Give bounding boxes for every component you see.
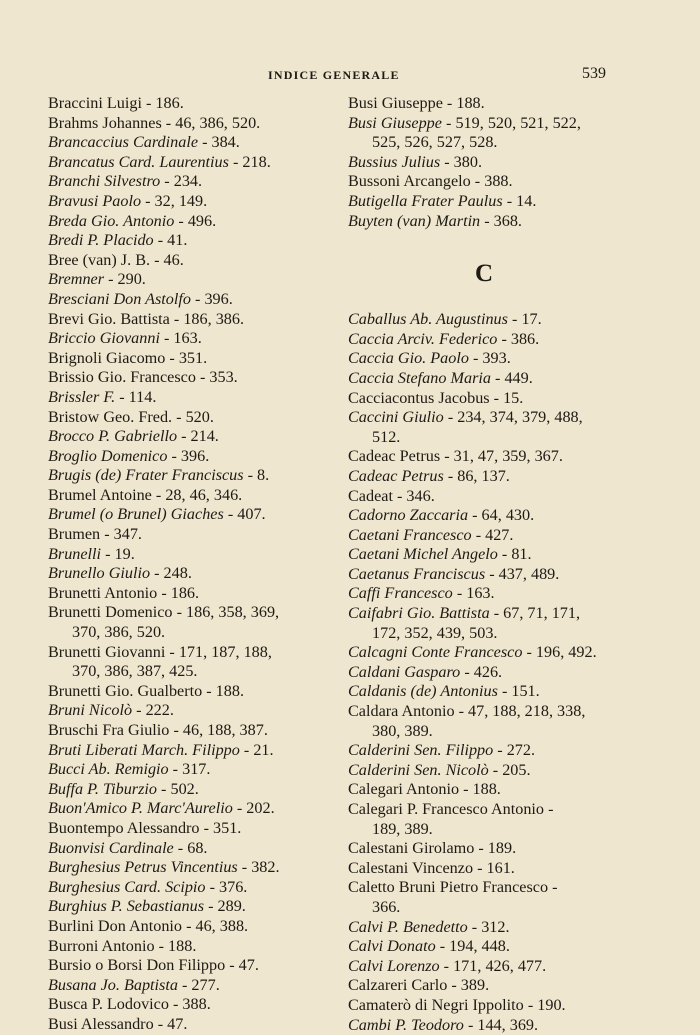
entry-name: Brugis (de) Frater Franciscus	[48, 466, 244, 485]
index-entry	[48, 780, 332, 800]
entry-pages: - 47.	[153, 1014, 188, 1033]
entry-name: Caletto Bruni Pietro Francesco	[348, 878, 549, 897]
entry-pages: - 190.	[523, 995, 566, 1014]
entry-pages: - 188.	[154, 936, 197, 955]
index-entry	[348, 506, 620, 526]
entry-name: Burghesius Petrus Vincentius	[48, 858, 238, 877]
entry-pages-continued: 189, 389.	[372, 819, 433, 838]
entry-pages: - 163.	[452, 584, 495, 603]
entry-name: Bree (van) J. B.	[48, 250, 151, 269]
entry-name: Brunetti Giovanni	[48, 642, 166, 661]
entry-name: Brancatus Card. Laurentius	[48, 152, 229, 171]
entry-name: Busca P. Lodovico	[48, 995, 169, 1014]
entry-pages: - 14.	[502, 191, 537, 210]
entry-name: Briccio Giovanni	[48, 329, 160, 348]
index-entry	[348, 761, 620, 781]
index-entry	[48, 643, 332, 663]
index-entry	[48, 290, 332, 310]
entry-pages: - 449.	[490, 368, 533, 387]
entry-name: Caetani Francesco	[348, 525, 472, 544]
index-entry	[48, 976, 332, 996]
entry-pages: - 205.	[488, 760, 531, 779]
index-entry	[48, 133, 332, 153]
entry-name: Bresciani Don Astolfo	[48, 289, 191, 308]
index-entry	[348, 780, 620, 800]
entry-name: Calcagni Conte Francesco	[348, 643, 523, 662]
section-letter: C	[474, 260, 494, 288]
entry-pages: - 171, 187, 188,	[165, 642, 272, 661]
entry-name: Brunetti Antonio	[48, 583, 158, 602]
index-entry	[48, 564, 332, 584]
entry-pages: - 248.	[150, 564, 192, 583]
entry-pages: -	[544, 800, 554, 818]
entry-pages: - 47, 188, 218, 338,	[454, 702, 586, 721]
entry-pages: - 188.	[459, 780, 501, 799]
index-entry	[48, 94, 332, 114]
entry-name: Caldanis (de) Antonius	[348, 682, 498, 701]
entry-name: Camaterò di Negri Ippolito	[348, 995, 524, 1014]
index-entry	[48, 525, 332, 545]
entry-pages: - 520.	[172, 407, 214, 426]
index-entry	[48, 937, 332, 957]
entry-name: Cacciacontus Jacobus	[348, 388, 490, 407]
entry-name: Calegari Antonio	[348, 780, 460, 799]
entry-pages: - 67, 71, 171,	[489, 604, 581, 623]
entry-pages: - 81.	[497, 545, 532, 564]
entry-name: Caffi Francesco	[348, 584, 453, 603]
entry-pages: - 28, 46, 346.	[151, 485, 243, 504]
index-entry	[348, 192, 620, 212]
index-entry	[48, 505, 332, 525]
entry-pages-continued: 380, 389.	[372, 721, 433, 740]
entry-name: Calvi P. Benedetto	[348, 917, 468, 936]
index-entry	[348, 859, 620, 879]
entry-pages: - 389.	[447, 976, 490, 995]
entry-pages: - 289.	[204, 897, 246, 916]
entry-name: Buon'Amico P. Marc'Aurelio	[48, 799, 233, 818]
entry-name: Calegari P. Francesco Antonio	[348, 800, 545, 818]
entry-pages: - 218.	[228, 152, 271, 171]
index-entry	[48, 192, 332, 212]
entry-name: Brevi Gio. Battista	[48, 309, 170, 328]
entry-name: Brunelli	[48, 544, 102, 563]
index-entry	[48, 447, 332, 467]
entry-name: Brissio Gio. Francesco	[48, 368, 196, 387]
entry-pages: - 64, 430.	[468, 506, 535, 525]
entry-pages: - 188.	[202, 681, 245, 700]
index-entry	[348, 447, 620, 467]
entry-pages-continued: 525, 526, 527, 528.	[372, 133, 498, 152]
entry-pages-continued: 370, 386, 387, 425.	[72, 662, 198, 681]
index-entry	[48, 799, 332, 819]
index-entry	[348, 172, 620, 192]
entry-pages: - 21.	[239, 740, 274, 759]
index-entry	[348, 565, 620, 585]
entry-pages: - 86, 137.	[443, 466, 510, 485]
index-entries-c	[348, 310, 620, 1035]
entry-name: Busi Alessandro	[48, 1014, 154, 1033]
entry-name: Caldani Gasparo	[348, 662, 461, 681]
entry-pages: - 194, 448.	[435, 937, 510, 956]
index-entry	[48, 153, 332, 173]
index-entry	[48, 427, 332, 447]
entry-name: Bursio o Borsi Don Filippo	[48, 956, 226, 975]
index-entry	[348, 682, 620, 702]
index-entry	[348, 741, 620, 761]
page-header	[0, 64, 700, 86]
entry-pages: - 396.	[190, 289, 233, 308]
index-entry	[48, 349, 332, 369]
entry-name: Bussius Julius	[348, 152, 441, 171]
entry-name: Busana Jo. Baptista	[48, 975, 178, 994]
index-entry	[348, 153, 620, 173]
entry-name: Buonvisi Cardinale	[48, 838, 174, 857]
index-entry	[348, 937, 620, 957]
entry-name: Caifabri Gio. Battista	[348, 604, 490, 623]
entry-pages: - 171, 426, 477.	[439, 956, 547, 975]
entry-name: Burghesius Card. Scipio	[48, 877, 206, 896]
entry-pages-continued: 512.	[372, 427, 401, 446]
index-entry	[348, 467, 620, 487]
entry-pages: - 186.	[141, 94, 184, 112]
index-entry	[348, 408, 620, 428]
page-number: 539	[582, 65, 606, 82]
entry-pages: - 214.	[177, 427, 219, 446]
entry-name: Brahms Johannes	[48, 113, 162, 132]
entry-name: Buyten (van) Martin	[348, 211, 481, 230]
entry-pages-continued: 370, 386, 520.	[72, 623, 166, 642]
entry-pages: - 384.	[198, 133, 240, 152]
entry-pages: - 31, 47, 359, 367.	[440, 447, 563, 466]
entry-pages: - 386.	[497, 329, 540, 348]
entry-pages: - 186.	[157, 583, 200, 602]
index-entry	[348, 349, 620, 369]
entry-pages: - 186, 358, 369,	[172, 603, 280, 622]
entry-name: Cadeat	[348, 486, 393, 505]
entry-name: Cambi P. Teodoro	[348, 1015, 464, 1034]
entry-name: Calestani Vincenzo	[348, 858, 474, 877]
index-entry	[348, 114, 620, 134]
index-entry	[48, 584, 332, 604]
entry-pages-continued: 172, 352, 439, 503.	[372, 623, 498, 642]
entry-pages: - 8.	[243, 466, 270, 485]
entry-name: Brumel (o Brunel) Giaches	[48, 505, 224, 524]
entry-pages: - 163.	[159, 329, 202, 348]
entry-name: Buffa P. Tiburzio	[48, 779, 157, 798]
entry-pages: - 186, 386.	[169, 309, 245, 328]
entry-pages: - 222.	[132, 701, 174, 720]
entry-name: Brignoli Giacomo	[48, 348, 166, 367]
index-entry	[48, 212, 332, 232]
index-entry	[348, 702, 620, 722]
index-entry	[48, 721, 332, 741]
entry-pages: - 519, 520, 521, 522,	[441, 113, 581, 132]
index-entry	[48, 682, 332, 702]
index-entry	[348, 976, 620, 996]
entry-name: Cadeac Petrus	[348, 466, 444, 485]
entry-name: Caccia Arciv. Federico	[348, 329, 498, 348]
index-entry	[348, 526, 620, 546]
entry-pages: - 202.	[232, 799, 275, 818]
running-title: INDICE GENERALE	[268, 68, 400, 82]
entry-pages: - 388.	[470, 172, 513, 191]
index-entry	[348, 369, 620, 389]
entry-pages: - 376.	[205, 877, 248, 896]
entry-name: Bristow Geo. Fred.	[48, 407, 173, 426]
entry-name: Cadeac Petrus	[348, 447, 441, 466]
entry-pages: - 188.	[442, 94, 485, 112]
entry-pages: - 388.	[168, 995, 211, 1014]
index-entry	[48, 251, 332, 271]
index-entry	[48, 388, 332, 408]
entry-name: Brunello Giulio	[48, 564, 151, 583]
entry-name: Bruschi Fra Giulio	[48, 721, 170, 739]
index-entry	[48, 172, 332, 192]
index-entry	[48, 466, 332, 486]
entry-name: Calzareri Carlo	[348, 976, 448, 995]
index-entry	[48, 995, 332, 1015]
entry-pages: -	[548, 878, 558, 897]
entry-pages: - 407.	[223, 505, 266, 524]
entry-pages: - 234.	[160, 172, 203, 191]
entry-pages: - 114.	[115, 387, 157, 406]
index-entry	[48, 114, 332, 134]
index-entry	[48, 701, 332, 721]
index-entry	[48, 408, 332, 428]
entry-name: Busi Giuseppe	[348, 94, 443, 112]
entry-name: Bussoni Arcangelo	[348, 172, 471, 191]
entry-pages: - 351.	[165, 348, 208, 367]
index-entry	[48, 368, 332, 388]
entry-pages: - 312.	[467, 917, 510, 936]
index-entry	[348, 487, 620, 507]
entry-name: Calvi Lorenzo	[348, 956, 440, 975]
index-entry	[348, 663, 620, 683]
entry-name: Burghius P. Sebastianus	[48, 897, 205, 916]
entry-name: Brunetti Gio. Gualberto	[48, 681, 203, 700]
entry-name: Calderini Sen. Filippo	[348, 741, 494, 760]
entry-name: Bucci Ab. Remigio	[48, 760, 169, 779]
entry-name: Burroni Antonio	[48, 936, 155, 955]
entry-pages: - 46, 188, 387.	[169, 721, 268, 739]
index-entry	[48, 486, 332, 506]
entry-name: Caetani Michel Angelo	[348, 545, 498, 564]
entry-pages: - 347.	[100, 525, 142, 544]
entry-pages: - 426.	[460, 662, 503, 681]
entry-name: Brunetti Domenico	[48, 603, 173, 622]
index-entry	[348, 1016, 620, 1035]
entry-pages-continued: 366.	[372, 897, 401, 916]
entry-pages: - 47.	[225, 956, 259, 975]
index-entry	[48, 603, 332, 623]
entry-pages: - 41.	[153, 231, 188, 250]
entry-pages: - 46, 386, 520.	[161, 113, 261, 132]
index-entry	[48, 545, 332, 565]
entry-name: Brancaccius Cardinale	[48, 133, 199, 152]
entry-name: Calvi Donato	[348, 937, 436, 956]
index-entry	[48, 839, 332, 859]
index-entry	[348, 604, 620, 624]
entry-pages: - 382.	[237, 858, 280, 877]
index-entry	[348, 996, 620, 1016]
entry-name: Bruni Nicolò	[48, 701, 133, 720]
entry-pages: - 234, 374, 379, 488,	[443, 408, 583, 427]
entry-name: Bredi P. Placido	[48, 231, 154, 250]
index-entry	[48, 917, 332, 937]
entry-pages: - 272.	[493, 741, 536, 760]
entry-pages: - 368.	[480, 211, 522, 230]
entry-pages: - 351.	[199, 818, 242, 837]
entry-pages: - 496.	[174, 211, 217, 230]
entry-name: Buontempo Alessandro	[48, 818, 200, 837]
entry-pages: - 17.	[507, 310, 542, 329]
entry-pages: - 346.	[392, 486, 435, 505]
entry-name: Branchi Silvestro	[48, 172, 161, 191]
entry-pages: - 290.	[104, 270, 146, 289]
index-entries-b	[348, 94, 620, 231]
index-entry	[348, 839, 620, 859]
entry-name: Breda Gio. Antonio	[48, 211, 175, 230]
index-column-right	[348, 94, 620, 1035]
index-entry	[48, 741, 332, 761]
index-entry	[348, 643, 620, 663]
entry-name: Brissler F.	[48, 387, 116, 406]
entry-pages: - 437, 489.	[485, 564, 560, 583]
index-entry	[348, 800, 620, 820]
index-entry	[48, 878, 332, 898]
entry-name: Bravusi Paolo	[48, 191, 142, 210]
index-entry	[48, 760, 332, 780]
index-entry	[48, 897, 332, 917]
index-entry	[348, 94, 620, 114]
entry-pages: - 393.	[468, 349, 511, 368]
entry-name: Caldara Antonio	[348, 702, 455, 721]
index-column-left	[48, 94, 332, 1035]
entry-name: Broglio Domenico	[48, 446, 168, 465]
index-entry	[48, 819, 332, 839]
entry-pages: - 68.	[173, 838, 208, 857]
entry-name: Bruti Liberati March. Filippo	[48, 740, 240, 759]
entry-name: Brumel Antoine	[48, 485, 152, 504]
entry-pages: - 46, 388.	[182, 916, 249, 935]
entry-pages: - 196, 492.	[522, 643, 597, 662]
entry-name: Butigella Frater Paulus	[348, 191, 503, 210]
index-entry	[348, 584, 620, 604]
entry-name: Calestani Girolamo	[348, 839, 475, 858]
entry-pages: - 380.	[440, 152, 482, 171]
index-entry	[348, 310, 620, 330]
entry-pages: - 144, 369.	[463, 1015, 539, 1034]
index-entry	[48, 858, 332, 878]
entry-pages: - 46.	[150, 250, 184, 269]
entry-name: Bremner	[48, 270, 105, 289]
entry-name: Brocco P. Gabriello	[48, 427, 178, 446]
entry-pages: - 161.	[473, 858, 515, 877]
index-entry	[348, 918, 620, 938]
entry-name: Calderini Sen. Nicolò	[348, 760, 489, 779]
entry-name: Caccia Gio. Paolo	[348, 349, 469, 368]
entry-pages: - 15.	[489, 388, 524, 407]
entry-pages: - 151.	[497, 682, 540, 701]
index-entry	[348, 212, 620, 232]
index-entry	[348, 957, 620, 977]
index-entry	[348, 545, 620, 565]
section-spacer	[348, 298, 620, 310]
entry-pages: - 189.	[474, 839, 517, 858]
entry-name: Caetanus Franciscus	[348, 564, 486, 583]
index-entry	[348, 330, 620, 350]
index-entry	[348, 878, 620, 898]
entry-name: Cadorno Zaccaria	[348, 506, 469, 525]
index-entry	[348, 389, 620, 409]
entry-name: Brumen	[48, 525, 101, 544]
entry-pages: - 317.	[168, 760, 211, 779]
entry-pages: - 353.	[195, 368, 238, 387]
entry-pages: - 19.	[101, 544, 135, 563]
entry-name: Caccia Stefano Maria	[348, 368, 491, 387]
index-entry	[48, 310, 332, 330]
entry-pages: - 277.	[177, 975, 220, 994]
index-entry	[48, 270, 332, 290]
entry-name: Caballus Ab. Augustinus	[348, 310, 508, 329]
entry-pages: - 502.	[157, 779, 199, 798]
entry-name: Busi Giuseppe	[348, 113, 442, 132]
entry-pages: - 32, 149.	[141, 191, 208, 210]
entry-name: Braccini Luigi	[48, 94, 142, 112]
index-entry	[48, 1015, 332, 1035]
index-entry	[48, 329, 332, 349]
index-entry	[48, 956, 332, 976]
entry-pages: - 396.	[167, 446, 210, 465]
entry-name: Caccini Giulio	[348, 408, 444, 427]
index-entry	[48, 231, 332, 251]
entry-name: Burlini Don Antonio	[48, 916, 183, 935]
entry-pages: - 427.	[471, 525, 514, 544]
